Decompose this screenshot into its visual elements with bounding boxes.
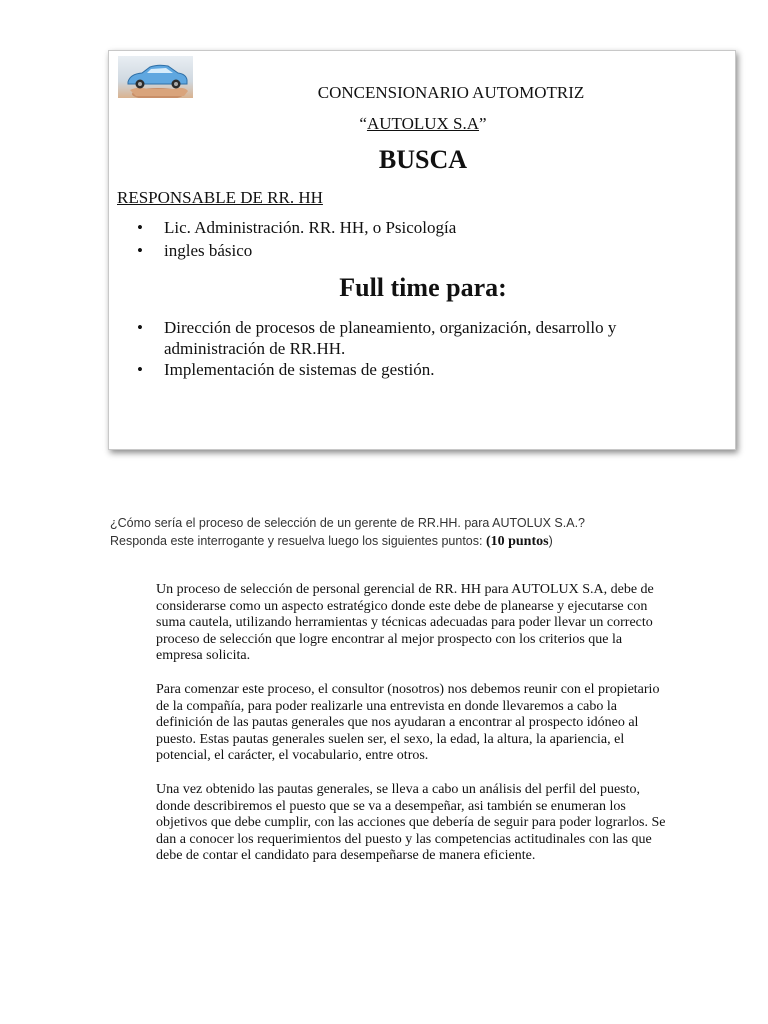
- answer-paragraph: Para comenzar este proceso, el consultor (nosotros) nos debemos reunir con el propietario de la compañía, para poder realizarle una entrevista en donde llevaremos a cabo la definición de las pautas generales que nos ayudaran a encontrar al prospecto idóneo al puesto. Estas pautas generales suelen ser, el sexo, la edad, la altura, la apariencia, el potencial, el carácter, el vocabulario, entre otros.: [156, 681, 660, 764]
- schedule-heading: Full time para:: [339, 273, 507, 302]
- answer-paragraph: Una vez obtenido las pautas generales, se lleva a cabo un análisis del perfil del puesto, donde describiremos el puesto que se va a desempeñar, asi también se enumeran los objetivos que debe cumplir, con las acciones que debería de seguir para poder lograrlos. Se dan a conocer los requerimientos del puesto y las competencias actitudinales con las que debe de contar el candidato para desempeñarse de manera eficiente.: [156, 781, 666, 864]
- company-name-line: [109, 114, 737, 134]
- job-ad-box: [108, 50, 736, 450]
- question-text: [110, 514, 710, 551]
- question-instruction: Responda este interrogante y resuelva luego los siguientes puntos:: [110, 534, 486, 548]
- position-title: RESPONSABLE DE RR. HH: [117, 188, 323, 207]
- company-name-open-quote: “: [359, 114, 367, 133]
- list-item: • Implementación de sistemas de gestión.: [137, 359, 657, 380]
- question-line-1: ¿Cómo sería el proceso de selección de un gerente de RR.HH. para AUTOLUX S.A.?: [110, 516, 586, 530]
- list-item: • Lic. Administración. RR. HH, o Psicología: [137, 217, 697, 239]
- list-item: • ingles básico: [137, 240, 697, 262]
- question-line-2: [110, 532, 710, 551]
- company-name-close-quote: ”: [479, 114, 487, 133]
- answer-paragraph: Un proceso de selección de personal gerencial de RR. HH para AUTOLUX S.A, debe de considerarse como un aspecto estratégico donde este debe de planearse y ejecutarse con suma cautela, utilizando herramientas y técnicas adecuadas para poder llevar un correcto proceso de selección que logre encontrar al mejor prospecto con los criterios que la empresa solicita.: [156, 582, 654, 664]
- question-points-close: ): [548, 534, 553, 548]
- answer-text: [156, 582, 666, 882]
- question-points: (10 puntos: [485, 534, 549, 549]
- company-name: AUTOLUX S.A: [366, 114, 480, 133]
- duties-list: [137, 317, 657, 380]
- requirements-list: [137, 217, 697, 263]
- ad-headline: BUSCA: [378, 145, 468, 174]
- company-type: CONCENSIONARIO AUTOMOTRIZ: [317, 83, 585, 102]
- list-item: • Dirección de procesos de planeamiento, organización, desarrollo y administración de RR.HH.: [137, 317, 657, 359]
